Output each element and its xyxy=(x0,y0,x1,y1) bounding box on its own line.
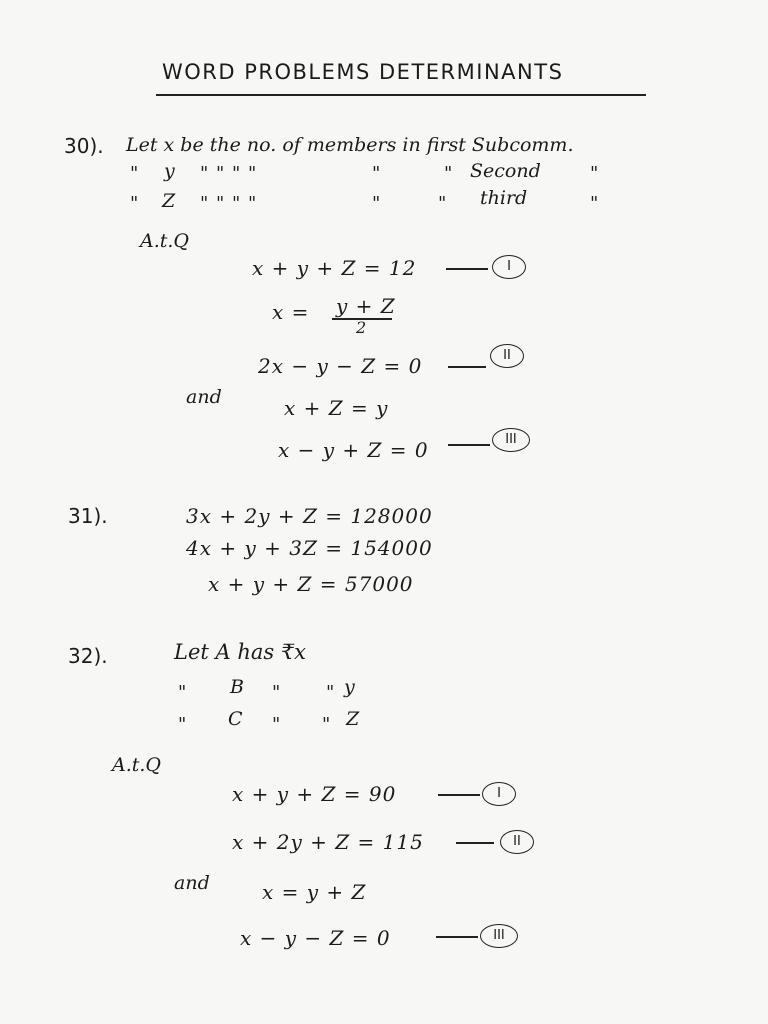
q31-eq3: x + y + Z = 57000 xyxy=(208,572,414,596)
q32-ditto: " xyxy=(272,714,282,735)
q32-eq2: x + 2y + Z = 115 xyxy=(232,830,424,854)
q32-tag-1: I xyxy=(482,782,516,806)
q30-number: 30). xyxy=(64,134,104,158)
q32-ditto: " xyxy=(178,714,188,735)
q32-line3-var: Z xyxy=(346,708,360,730)
q30-tag-1: I xyxy=(492,255,526,279)
q30-ditto: " xyxy=(372,193,382,214)
q30-line2-word: Second xyxy=(470,160,541,182)
q31-number: 31). xyxy=(68,504,108,528)
q32-eq3: x = y + Z xyxy=(262,880,367,904)
q32-line2-var: y xyxy=(344,676,355,698)
q31-eq2: 4x + y + 3Z = 154000 xyxy=(186,536,433,560)
q32-number: 32). xyxy=(68,644,108,668)
q32-eq1-dash xyxy=(438,794,480,796)
q30-ditto: " xyxy=(590,193,600,214)
q30-eq5: x − y + Z = 0 xyxy=(278,438,429,462)
q30-line3-word: third xyxy=(480,187,528,209)
q32-eq4: x − y − Z = 0 xyxy=(240,926,391,950)
q30-line1: Let x be the no. of members in first Subcomm. xyxy=(126,134,574,156)
q30-eq2-den: 2 xyxy=(356,318,368,337)
q30-tag-2: II xyxy=(490,344,524,368)
q30-ditto: " xyxy=(590,163,600,184)
q32-eq2-dash xyxy=(456,842,494,844)
q32-eq4-dash xyxy=(436,936,478,938)
q32-ditto: " xyxy=(326,682,336,703)
q30-line2-marks: " " " " xyxy=(200,163,258,184)
q32-ditto: " xyxy=(178,682,188,703)
q30-eq2-lhs: x = xyxy=(272,300,310,324)
q30-ato: A.t.Q xyxy=(140,230,190,252)
q32-and: and xyxy=(174,872,210,894)
q30-eq3: 2x − y − Z = 0 xyxy=(258,354,423,378)
q30-eq3-dash xyxy=(448,366,486,368)
q30-ditto: " xyxy=(438,193,448,214)
q32-tag-3: III xyxy=(480,924,518,948)
q30-ditto: " xyxy=(444,163,454,184)
q30-eq5-dash xyxy=(448,444,490,446)
q30-ditto: " xyxy=(130,193,140,214)
q30-line3-marks: " " " " xyxy=(200,193,258,214)
q32-ato: A.t.Q xyxy=(112,754,162,776)
q32-ditto: " xyxy=(322,714,332,735)
q30-tag-3: III xyxy=(492,428,530,452)
q30-eq4: x + Z = y xyxy=(284,396,389,420)
q32-line3-person: C xyxy=(228,708,243,730)
q30-eq1-dash xyxy=(446,268,488,270)
q30-ditto: " xyxy=(130,163,140,184)
q32-ditto: " xyxy=(272,682,282,703)
q30-eq1: x + y + Z = 12 xyxy=(252,256,417,280)
q30-ditto: " xyxy=(372,163,382,184)
q30-line3-var: Z xyxy=(162,190,176,212)
title-underline xyxy=(156,94,646,96)
page-title: WORD PROBLEMS DETERMINANTS xyxy=(162,60,564,84)
q30-line2-var: y xyxy=(164,160,175,182)
q30-and: and xyxy=(186,386,222,408)
q30-eq2-num: y + Z xyxy=(336,294,396,318)
q32-eq1: x + y + Z = 90 xyxy=(232,782,397,806)
q32-line2-person: B xyxy=(230,676,244,698)
q32-line1: Let A has ₹x xyxy=(174,640,307,664)
q31-eq1: 3x + 2y + Z = 128000 xyxy=(186,504,433,528)
q32-tag-2: II xyxy=(500,830,534,854)
